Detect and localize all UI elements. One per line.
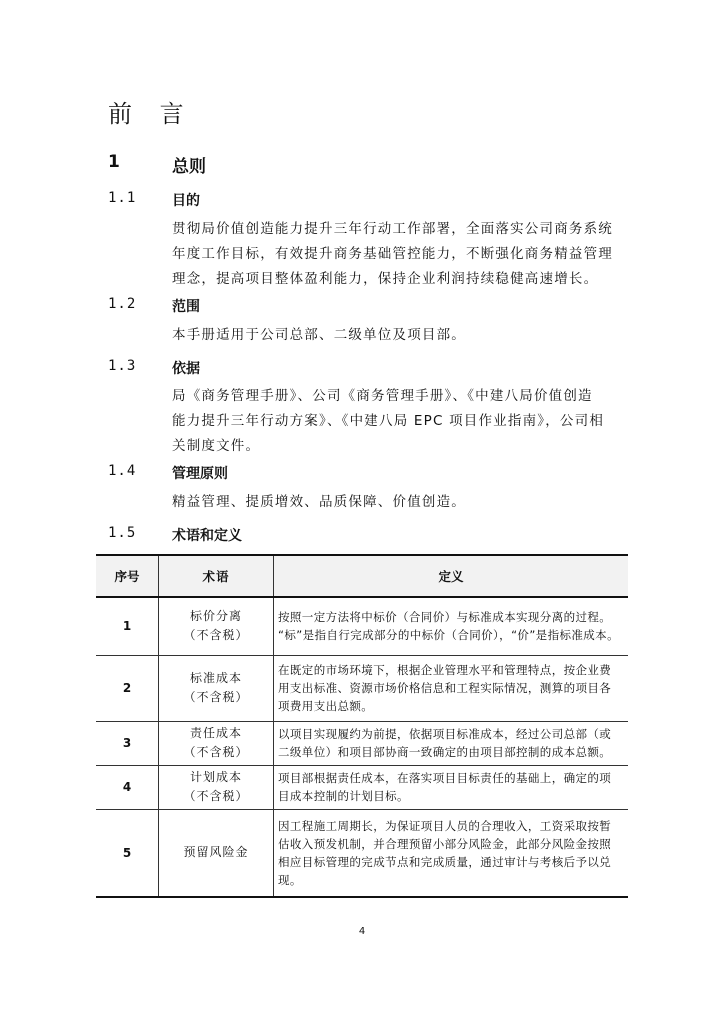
- subsection-number: 1.4: [108, 463, 137, 479]
- definition-line: 现。: [278, 872, 302, 887]
- table-row: [96, 655, 628, 721]
- subsection-number: 1.1: [108, 190, 137, 206]
- term-line: （不含税）: [183, 628, 249, 643]
- text-line: 精益管理、提质增效、品质保障、价值创造。: [172, 494, 466, 510]
- subsection-number: 1.3: [108, 358, 137, 374]
- term-line: （不含税）: [183, 745, 249, 759]
- cell-definition: [274, 655, 629, 721]
- text-line: 本手册适用于公司总部、二级单位及项目部。: [172, 327, 466, 343]
- definition-line: 按照一定方法将中标价（合同价）与标准成本实现分离的过程。: [278, 610, 612, 625]
- definition-line: 项目部根据责任成本，在落实项目目标责任的基础上，确定的项: [278, 771, 612, 785]
- text-line: 关制度文件。: [172, 438, 261, 454]
- definition-line: “标”是指自行完成部分的中标价（合同价），“价”是指标准成本。: [278, 628, 619, 643]
- term-line: （不含税）: [183, 789, 249, 803]
- cell-definition: [274, 765, 629, 809]
- paragraph-purpose: [172, 217, 627, 292]
- text-line: 年度工作目标，有效提升商务基础管控能力，不断强化商务精益管理: [172, 246, 613, 262]
- definition-line: 相应目标管理的完成节点和完成质量，通过审计与考核后予以兑: [278, 854, 612, 869]
- cell-term: [159, 721, 274, 765]
- cell-definition: [274, 809, 629, 897]
- definition-line: 二级单位）和项目部协商一致确定的由项目部控制的成本总额。: [278, 745, 612, 759]
- subsection-title: 管理原则: [172, 466, 228, 482]
- subsection-title: 目的: [172, 193, 200, 209]
- cell-seq: 3: [96, 721, 159, 765]
- text-line: 局《商务管理手册》、公司《商务管理手册》、《中建八局价值创造: [172, 388, 593, 404]
- cell-term: [159, 597, 274, 655]
- page-title: 前 言: [108, 100, 194, 128]
- subsection-title: 范围: [172, 299, 200, 315]
- definition-line: 目成本控制的计划目标。: [278, 789, 409, 803]
- definition-line: 因工程施工周期长，为保证项目人员的合理收入，工资采取按暂: [278, 818, 612, 833]
- definition-line: 在既定的市场环境下，根据企业管理水平和管理特点，按企业费: [278, 663, 612, 677]
- paragraph-principles: [172, 490, 627, 515]
- terms-table: [96, 554, 628, 898]
- paragraph-basis: [172, 384, 627, 459]
- subsection-number: 1.2: [108, 296, 137, 312]
- subsection-title: 术语和定义: [172, 528, 242, 544]
- cell-seq: 1: [96, 597, 159, 655]
- table-row: [96, 597, 628, 655]
- table-row: [96, 721, 628, 765]
- table-row: [96, 809, 628, 897]
- cell-seq: 5: [96, 809, 159, 897]
- term-line: 责任成本: [189, 726, 242, 740]
- definition-line: 以项目实现履约为前提，依据项目标准成本，经过公司总部（或: [278, 727, 612, 741]
- section-title: 总则: [172, 157, 206, 177]
- cell-term: [159, 809, 274, 897]
- column-header-term: 术语: [159, 555, 274, 597]
- term-line: （不含税）: [183, 690, 249, 704]
- subsection-title: 依据: [172, 361, 200, 377]
- paragraph-scope: [172, 323, 627, 348]
- cell-term: [159, 765, 274, 809]
- section-number: 1: [108, 152, 120, 172]
- table-row: [96, 765, 628, 809]
- term-line: 计划成本: [189, 770, 242, 784]
- text-line: 能力提升三年行动方案》、《中建八局 EPC 项目作业指南》，公司相: [172, 413, 605, 429]
- definition-line: 估收入预发机制，并合理预留小部分风险金，此部分风险金按照: [278, 836, 612, 851]
- text-line: 贯彻局价值创造能力提升三年行动工作部署，全面落实公司商务系统: [172, 221, 613, 237]
- page-number: 4: [358, 926, 366, 937]
- subsection-number: 1.5: [108, 525, 137, 541]
- cell-definition: [274, 721, 629, 765]
- cell-term: [159, 655, 274, 721]
- term-line: 标价分离: [189, 609, 242, 624]
- text-line: 理念，提高项目整体盈利能力，保持企业利润持续稳健高速增长。: [172, 271, 599, 287]
- cell-seq: 2: [96, 655, 159, 721]
- term-line: 标准成本: [189, 671, 242, 685]
- definition-line: 用支出标准、资源市场价格信息和工程实际情况，测算的项目各: [278, 681, 612, 695]
- cell-seq: 4: [96, 765, 159, 809]
- definition-line: 项费用支出总额。: [278, 699, 374, 713]
- column-header-definition: 定义: [274, 555, 629, 597]
- table-header-row: [96, 555, 628, 597]
- column-header-seq: 序号: [96, 555, 159, 597]
- cell-definition: [274, 597, 629, 655]
- term-line: 预留风险金: [183, 845, 249, 860]
